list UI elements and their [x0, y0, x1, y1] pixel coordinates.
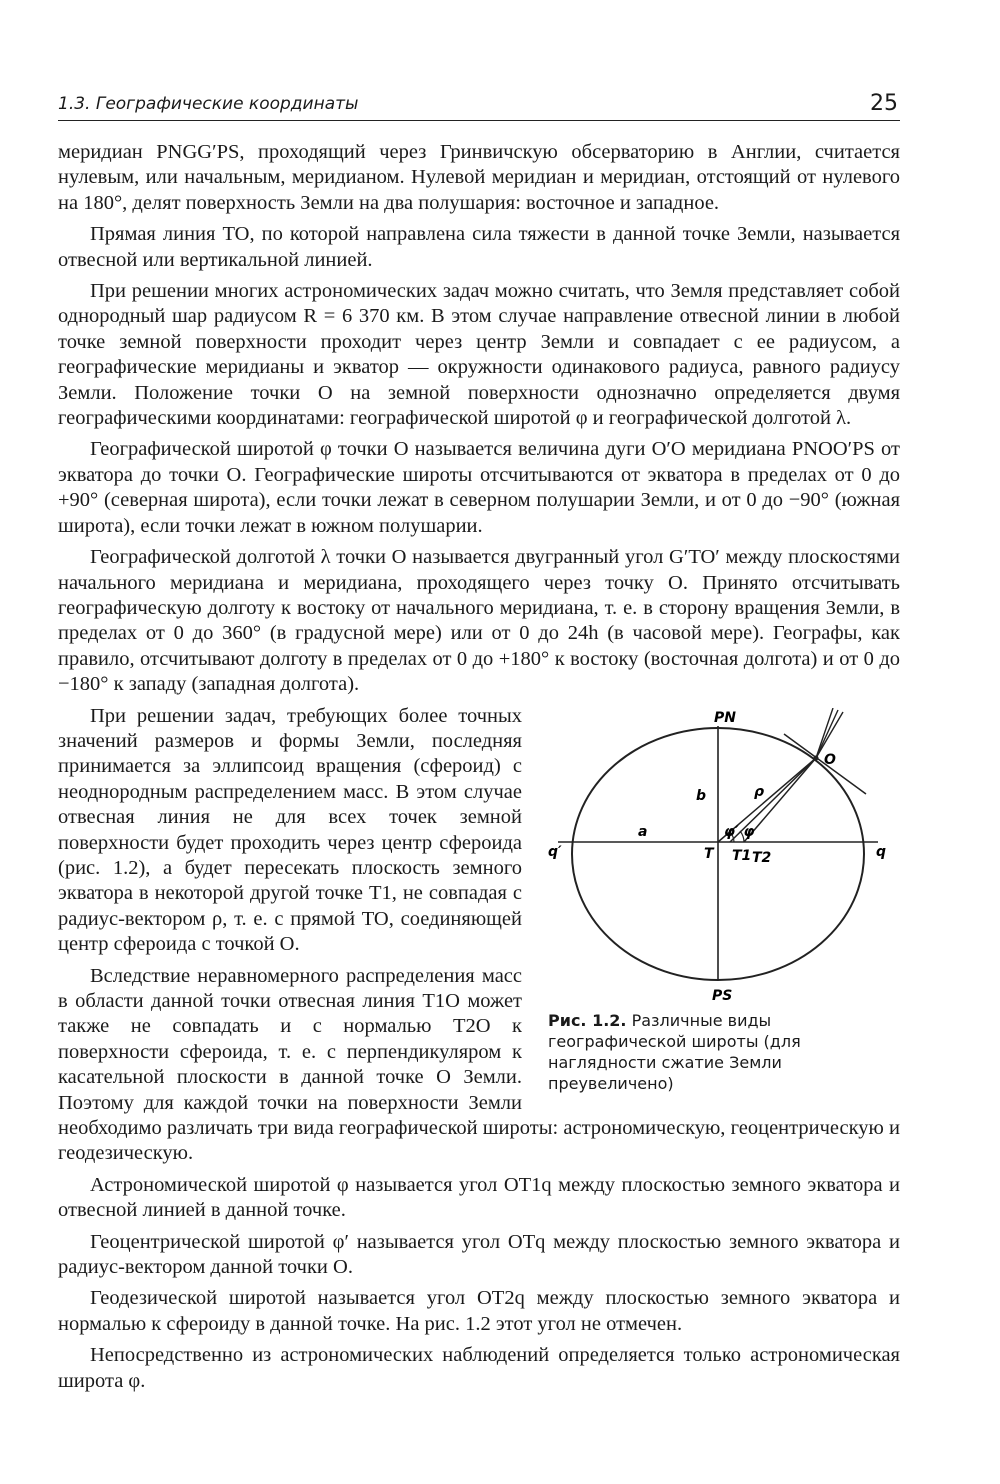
paragraph-4: Географической широтой φ точки O называется величина дуги O′O меридиана PNOO′PS от экватора до точки O. Географические широты отсчитываются от экватора в пределах от 0 до +90° (северная широта), если точки лежат в северном полушарии Земли, и от 0 до −90° (южная широта), если точки лежат в южном полушарии. [58, 438, 900, 537]
label-b: b [696, 787, 707, 804]
paragraph-6: При решении задач, требующих более точных значений размеров и формы Земли, последняя принимается за эллипсоид вращения (сфероид) с неоднородным распределением масс. В этом случае отвесная линия не для всех точек земной поверхности будет проходить через центр сфероида (рис. 1.2), а будет пересекать плоскость земного экватора в некоторой другой точке T1, не совпадая с радиус-вектором ρ, т. е. с прямой TO, соединяющей центр сфероида с точкой O. [58, 704, 522, 956]
page-body [58, 140, 900, 1400]
paragraph-2: Прямая линия TO, по которой направлена сила тяжести в данной точке Земли, называется отвесной или вертикальной линией. [58, 223, 900, 271]
label-a: a [638, 823, 648, 840]
label-pn: PN [714, 709, 736, 726]
figure-caption [548, 1010, 900, 1094]
plumb-extension [816, 710, 838, 758]
paragraph-8: Астрономической широтой φ называется угол OT1q между плоскостью земного экватора и отвесной линией в данной точке. [58, 1173, 900, 1222]
label-q: q [876, 843, 887, 860]
label-t2: T2 [752, 849, 772, 866]
spheroid-diagram [548, 708, 900, 1008]
label-t1: T1 [732, 847, 752, 864]
paragraph-5: Географической долготой λ точки O называется двугранный угол G′TO′ между плоскостями начального меридиана и меридиана, проходящего через точку O. Принято отсчитывать географическую долготу к востоку от начального меридиана, т. е. в сторону вращения Земли, в пределах от 0 до 360° (в градусной мере) или от 0 до 24h (в часовой мере). Географы, как правило, отсчитывают долготу в пределах от 0 до +180° к востоку (восточная долгота) и от 0 до −180° к западу (западная долгота). [58, 546, 900, 696]
label-o: O [824, 751, 836, 768]
paragraph-10: Геодезической широтой называется угол OT2q между плоскостью земного экватора и нормалью к сфероиду в данной точке. На рис. 1.2 этот угол не отмечен. [58, 1287, 900, 1335]
paragraph-11: Непосредственно из астрономических наблюдений определяется только астрономическая широта φ. [58, 1344, 900, 1392]
caption-label: Рис. 1.2. [548, 1010, 627, 1030]
normal-t2o [744, 758, 816, 842]
page-number: 25 [870, 91, 898, 116]
label-rho: ρ [754, 783, 765, 800]
label-q-prime: q′ [548, 843, 562, 860]
running-header [58, 86, 900, 121]
section-title: 1.3. Географические координаты [58, 94, 359, 114]
paragraph-9: Геоцентрической широтой φ′ называется угол OTq между плоскостью земного экватора и радиус-вектором данной точки O. [58, 1230, 900, 1279]
point-o [814, 755, 819, 760]
figure-wrap [58, 704, 900, 1167]
figure-1-2 [548, 708, 900, 1098]
label-ps: PS [712, 987, 733, 1004]
label-t: T [704, 845, 714, 862]
caption-text: Различные виды географической широты (для наглядности сжатие Земли преувеличено) [548, 1010, 801, 1093]
label-angles: φ′ φ [724, 823, 755, 840]
paragraph-3: При решении многих астрономических задач можно считать, что Земля представляет собой однородный шар радиусом R = 6 370 км. В этом случае направление отвесной линии в любой точке земной поверхности проходит через центр Земли и совпадает с ее радиусом, а географические меридианы и экватор — окружности одинакового радиуса, равного радиусу Земли. Положение точки O на земной поверхности однозначно определяется двумя географическими координатами: географической широтой φ и географической долготой λ. [58, 280, 900, 430]
paragraph-7: Вследствие неравномерного распределения масс в области данной точки отвесная линия T1O может также не совпадать и с нормалью T2O к поверхности сфероида, т. е. с перпендикуляром к касательной плоскости в данной точке O Земли. Поэтому для каждой точки на поверхности Земли необходимо различать три вида географической широты: астрономическую, геоцентрическую и геодезическую. [58, 964, 900, 1165]
paragraph-1: меридиан PNGG′PS, проходящий через Гринвичскую обсерваторию в Англии, считается нулевым, или начальным, меридианом. Нулевой меридиан и меридиан, отстоящий от нулевого на 180°, делят поверхность Земли на два полушария: восточное и западное. [58, 141, 900, 214]
